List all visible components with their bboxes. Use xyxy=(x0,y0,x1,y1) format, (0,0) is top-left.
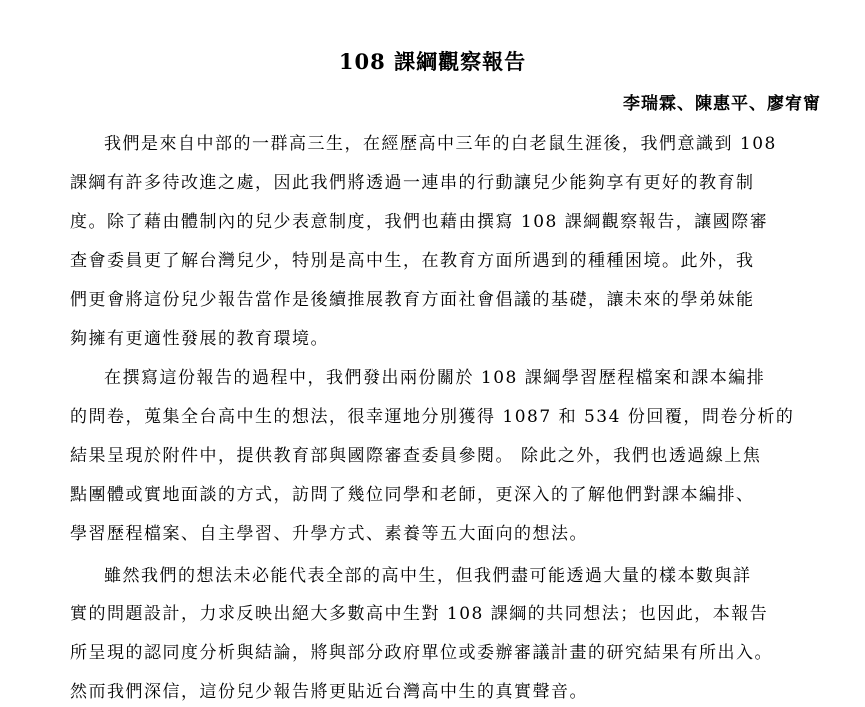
paragraph-line: 課綱有許多待改進之處，因此我們將透過一連串的行動讓兒少能夠享有更好的教育制 xyxy=(70,173,755,193)
paragraph-line: 所呈現的認同度分析與結論，將與部分政府單位或委辦審議計畫的研究結果有所出入。 xyxy=(70,643,773,663)
paragraph-line: 實的問題設計，力求反映出絕大多數高中生對 108 課綱的共同想法；也因此，本報告 xyxy=(70,604,769,624)
document-authors: 李瑞霖、陳惠平、廖宥甯 xyxy=(623,94,821,114)
paragraph-line: 點團體或實地面談的方式，訪問了幾位同學和老師，更深入的了解他們對課本編排、 xyxy=(70,485,755,505)
paragraph-line: 雖然我們的想法未必能代表全部的高中生，但我們盡可能透過大量的樣本數與詳 xyxy=(104,566,752,586)
paragraph-line: 度。除了藉由體制內的兒少表意制度，我們也藉由撰寫 108 課綱觀察報告，讓國際審 xyxy=(70,212,769,232)
paragraph-line: 學習歷程檔案、自主學習、升學方式、素養等五大面向的想法。 xyxy=(70,524,588,544)
paragraph-line: 的問卷，蒐集全台高中生的想法，很幸運地分別獲得 1087 和 534 份回覆，問卷分析的 xyxy=(70,407,795,427)
paragraph-line: 夠擁有更適性發展的教育環境。 xyxy=(70,329,329,349)
paragraph-line: 結果呈現於附件中，提供教育部與國際審查委員參閱。 除此之外，我們也透過線上焦 xyxy=(70,446,762,466)
document-title: 108 課綱觀察報告 xyxy=(338,49,527,74)
paragraph-line: 然而我們深信，這份兒少報告將更貼近台灣高中生的真實聲音。 xyxy=(70,682,588,702)
paragraph-line: 查會委員更了解台灣兒少，特別是高中生，在教育方面所遇到的種種困境。此外，我 xyxy=(70,251,755,271)
paragraph-line: 我們是來自中部的一群高三生，在經歷高中三年的白老鼠生涯後，我們意識到 108 xyxy=(104,134,777,154)
paragraph-line: 們更會將這份兒少報告當作是後續推展教育方面社會倡議的基礎，讓未來的學弟妹能 xyxy=(70,290,755,310)
paragraph-line: 在撰寫這份報告的過程中，我們發出兩份關於 108 課綱學習歷程檔案和課本編排 xyxy=(104,368,766,388)
